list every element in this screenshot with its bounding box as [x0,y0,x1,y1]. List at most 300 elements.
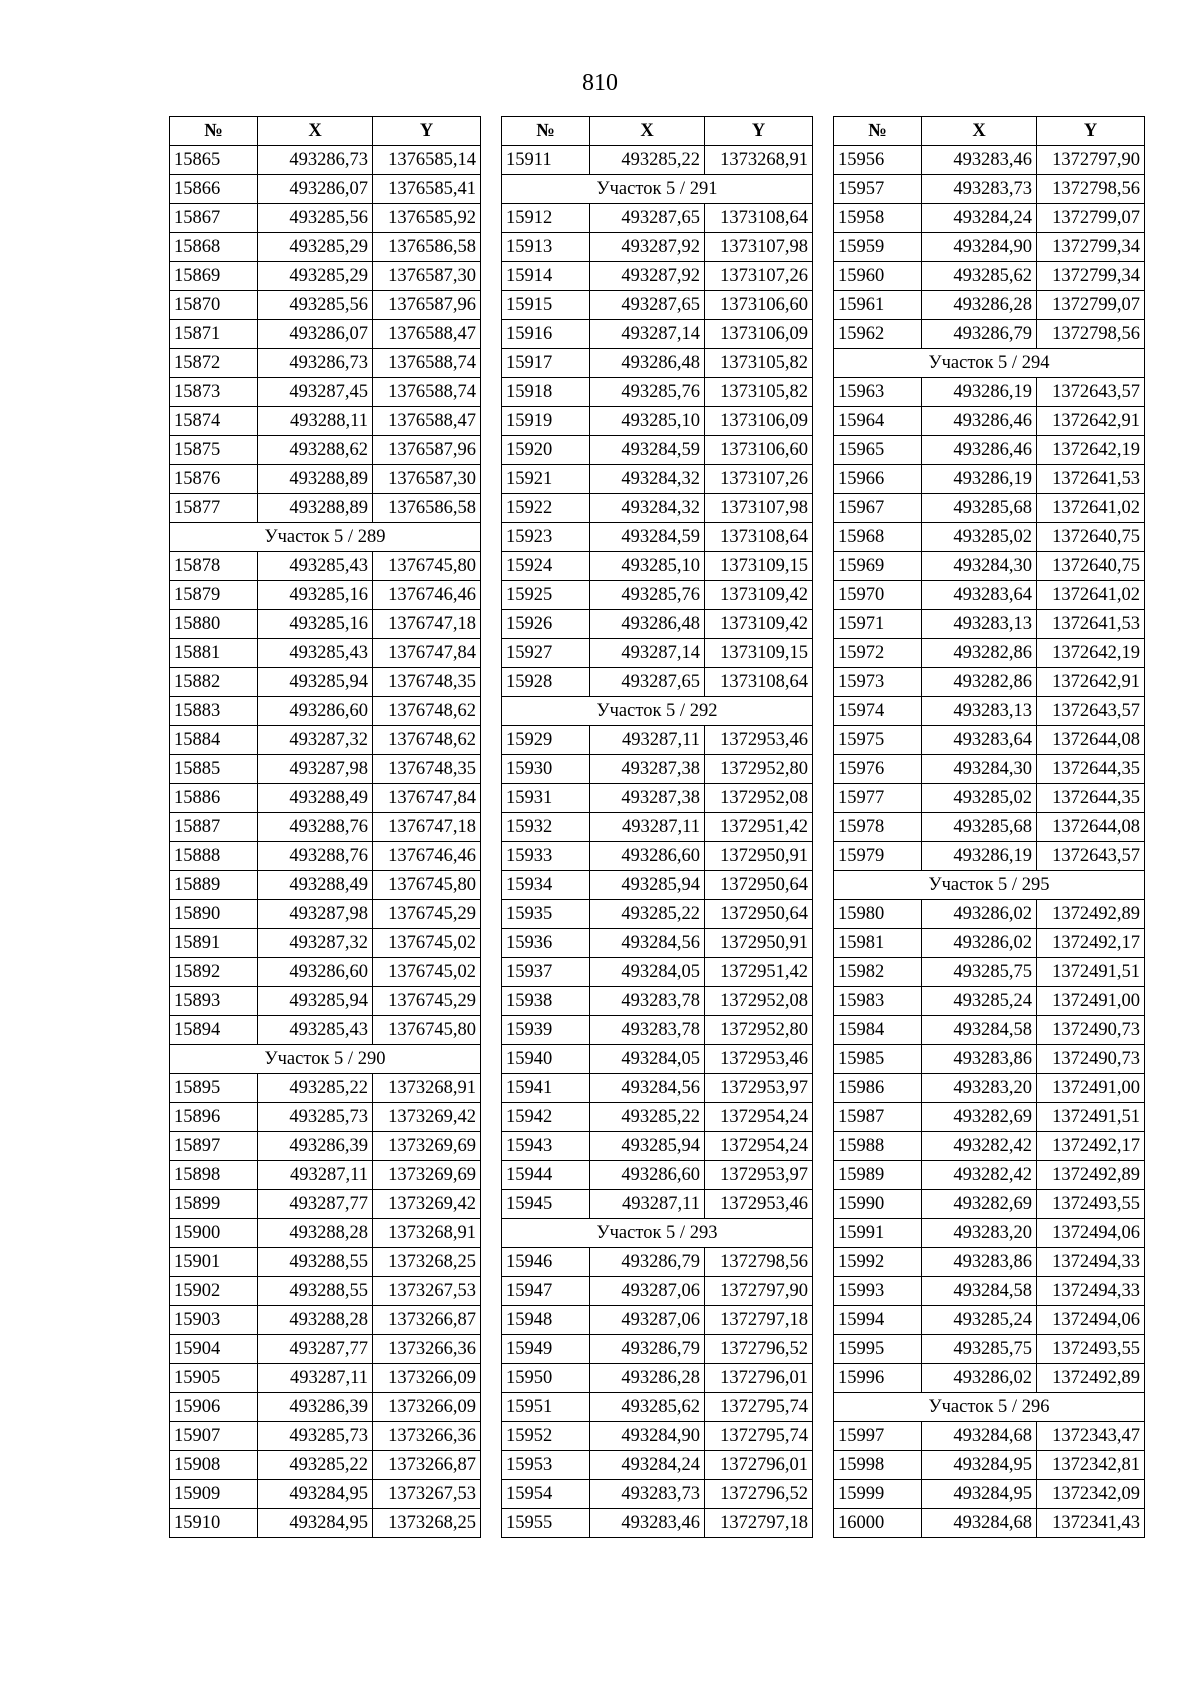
x-coordinate-cell: 493285,29 [258,262,373,291]
x-coordinate-cell: 493288,62 [258,436,373,465]
point-number-cell: 15988 [834,1132,922,1161]
point-number-cell: 15934 [502,871,590,900]
table-row [170,610,481,639]
x-coordinate-cell: 493287,32 [258,726,373,755]
point-number-cell: 15885 [170,755,258,784]
y-coordinate-cell: 1372642,91 [1037,668,1145,697]
table-row [834,146,1145,175]
y-coordinate-cell: 1372643,57 [1037,378,1145,407]
y-coordinate-cell: 1372796,52 [705,1480,813,1509]
point-number-cell: 15983 [834,987,922,1016]
point-number-cell: 15924 [502,552,590,581]
table-row [170,1393,481,1422]
x-coordinate-cell: 493286,60 [590,1161,705,1190]
x-coordinate-cell: 493284,59 [590,436,705,465]
x-coordinate-cell: 493288,55 [258,1277,373,1306]
y-coordinate-cell: 1372952,80 [705,1016,813,1045]
point-number-cell: 15981 [834,929,922,958]
y-coordinate-cell: 1372644,08 [1037,726,1145,755]
table-row [834,668,1145,697]
point-number-cell: 15947 [502,1277,590,1306]
x-coordinate-cell: 493284,90 [922,233,1037,262]
point-number-cell: 15965 [834,436,922,465]
point-number-cell: 15911 [502,146,590,175]
x-coordinate-cell: 493286,60 [258,958,373,987]
point-number-cell: 15968 [834,523,922,552]
point-number-cell: 15883 [170,697,258,726]
x-coordinate-cell: 493286,07 [258,320,373,349]
point-number-cell: 15951 [502,1393,590,1422]
y-coordinate-cell: 1372494,33 [1037,1277,1145,1306]
point-number-cell: 15954 [502,1480,590,1509]
section-title: Участок 5 / 295 [834,871,1145,900]
point-number-cell: 15949 [502,1335,590,1364]
y-coordinate-cell: 1372796,52 [705,1335,813,1364]
y-coordinate-cell: 1373106,60 [705,291,813,320]
y-coordinate-cell: 1372952,08 [705,987,813,1016]
table-row [170,1132,481,1161]
x-coordinate-cell: 493288,49 [258,784,373,813]
point-number-cell: 15886 [170,784,258,813]
table-row [502,1103,813,1132]
y-coordinate-cell: 1372796,01 [705,1364,813,1393]
y-coordinate-cell: 1372492,89 [1037,900,1145,929]
y-coordinate-cell: 1372493,55 [1037,1190,1145,1219]
y-coordinate-cell: 1373269,42 [373,1190,481,1219]
x-coordinate-cell: 493285,24 [922,987,1037,1016]
table-row [834,813,1145,842]
point-number-cell: 15874 [170,407,258,436]
x-coordinate-cell: 493287,11 [590,1190,705,1219]
table-row [502,436,813,465]
x-coordinate-cell: 493285,16 [258,610,373,639]
table-row [834,1074,1145,1103]
table-row [834,1422,1145,1451]
x-coordinate-cell: 493283,13 [922,697,1037,726]
table-row [170,784,481,813]
x-coordinate-cell: 493287,65 [590,668,705,697]
point-number-cell: 16000 [834,1509,922,1538]
header-y: Y [373,117,481,146]
y-coordinate-cell: 1372954,24 [705,1132,813,1161]
point-number-cell: 15999 [834,1480,922,1509]
y-coordinate-cell: 1372798,56 [705,1248,813,1277]
y-coordinate-cell: 1373105,82 [705,349,813,378]
x-coordinate-cell: 493285,68 [922,494,1037,523]
point-number-cell: 15969 [834,552,922,581]
y-coordinate-cell: 1373266,09 [373,1364,481,1393]
x-coordinate-cell: 493285,75 [922,958,1037,987]
point-number-cell: 15887 [170,813,258,842]
table-row [502,784,813,813]
y-coordinate-cell: 1376745,02 [373,929,481,958]
point-number-cell: 15973 [834,668,922,697]
table-row [170,204,481,233]
point-number-cell: 15938 [502,987,590,1016]
table-row [834,958,1145,987]
table-row [170,291,481,320]
section-title: Участок 5 / 291 [502,175,813,204]
y-coordinate-cell: 1372343,47 [1037,1422,1145,1451]
point-number-cell: 15872 [170,349,258,378]
point-number-cell: 15956 [834,146,922,175]
y-coordinate-cell: 1373268,91 [705,146,813,175]
point-number-cell: 15868 [170,233,258,262]
x-coordinate-cell: 493287,77 [258,1190,373,1219]
section-title: Участок 5 / 290 [170,1045,481,1074]
y-coordinate-cell: 1372951,42 [705,813,813,842]
x-coordinate-cell: 493284,58 [922,1277,1037,1306]
table-row [834,929,1145,958]
table-row [170,842,481,871]
point-number-cell: 15917 [502,349,590,378]
y-coordinate-cell: 1372644,35 [1037,755,1145,784]
table-row [502,1393,813,1422]
table-row [834,1509,1145,1538]
point-number-cell: 15896 [170,1103,258,1132]
point-number-cell: 15870 [170,291,258,320]
x-coordinate-cell: 493286,79 [922,320,1037,349]
x-coordinate-cell: 493286,60 [258,697,373,726]
table-row [502,610,813,639]
y-coordinate-cell: 1373269,42 [373,1103,481,1132]
y-coordinate-cell: 1373106,60 [705,436,813,465]
table-row [170,1335,481,1364]
x-coordinate-cell: 493284,68 [922,1509,1037,1538]
table-row [502,639,813,668]
table-row [834,987,1145,1016]
x-coordinate-cell: 493287,92 [590,233,705,262]
point-number-cell: 15865 [170,146,258,175]
x-coordinate-cell: 493282,42 [922,1132,1037,1161]
point-number-cell: 15977 [834,784,922,813]
table-row [834,697,1145,726]
x-coordinate-cell: 493288,11 [258,407,373,436]
y-coordinate-cell: 1372642,19 [1037,436,1145,465]
point-number-cell: 15933 [502,842,590,871]
x-coordinate-cell: 493283,78 [590,987,705,1016]
y-coordinate-cell: 1373268,91 [373,1219,481,1248]
point-number-cell: 15976 [834,755,922,784]
x-coordinate-cell: 493286,02 [922,929,1037,958]
table-row [502,494,813,523]
x-coordinate-cell: 493287,32 [258,929,373,958]
table-row [502,958,813,987]
y-coordinate-cell: 1376748,35 [373,668,481,697]
point-number-cell: 15991 [834,1219,922,1248]
point-number-cell: 15962 [834,320,922,349]
y-coordinate-cell: 1372491,51 [1037,1103,1145,1132]
x-coordinate-cell: 493284,32 [590,494,705,523]
point-number-cell: 15960 [834,262,922,291]
point-number-cell: 15927 [502,639,590,668]
section-header-row [502,175,813,204]
point-number-cell: 15996 [834,1364,922,1393]
table-row [502,320,813,349]
x-coordinate-cell: 493288,89 [258,494,373,523]
table-row [834,204,1145,233]
section-header-row [502,697,813,726]
point-number-cell: 15928 [502,668,590,697]
point-number-cell: 15888 [170,842,258,871]
x-coordinate-cell: 493285,02 [922,523,1037,552]
x-coordinate-cell: 493284,95 [258,1509,373,1538]
table-row [170,639,481,668]
point-number-cell: 15963 [834,378,922,407]
x-coordinate-cell: 493286,48 [590,610,705,639]
x-coordinate-cell: 493284,56 [590,929,705,958]
table-row [834,1364,1145,1393]
table-row [170,262,481,291]
table-row [834,291,1145,320]
point-number-cell: 15871 [170,320,258,349]
y-coordinate-cell: 1376587,96 [373,291,481,320]
y-coordinate-cell: 1376745,80 [373,1016,481,1045]
x-coordinate-cell: 493286,39 [258,1132,373,1161]
y-coordinate-cell: 1376586,58 [373,494,481,523]
point-number-cell: 15936 [502,929,590,958]
section-header-row [170,1045,481,1074]
point-number-cell: 15950 [502,1364,590,1393]
table-row [170,1161,481,1190]
x-coordinate-cell: 493284,68 [922,1422,1037,1451]
y-coordinate-cell: 1372950,91 [705,842,813,871]
x-coordinate-cell: 493287,45 [258,378,373,407]
y-coordinate-cell: 1372797,18 [705,1509,813,1538]
table-row [502,1074,813,1103]
point-number-cell: 15961 [834,291,922,320]
x-coordinate-cell: 493287,14 [590,320,705,349]
point-number-cell: 15984 [834,1016,922,1045]
x-coordinate-cell: 493285,22 [590,900,705,929]
table-row [834,320,1145,349]
table-row [834,407,1145,436]
x-coordinate-cell: 493286,39 [258,1393,373,1422]
section-header-row [834,1393,1145,1422]
header-x: X [590,117,705,146]
y-coordinate-cell: 1373108,64 [705,523,813,552]
table-row [834,784,1145,813]
point-number-cell: 15884 [170,726,258,755]
table-row [502,1190,813,1219]
x-coordinate-cell: 493286,60 [590,842,705,871]
point-number-cell: 15997 [834,1422,922,1451]
x-coordinate-cell: 493285,43 [258,639,373,668]
y-coordinate-cell: 1372491,00 [1037,987,1145,1016]
x-coordinate-cell: 493285,62 [922,262,1037,291]
table-row [834,1016,1145,1045]
x-coordinate-cell: 493285,02 [922,784,1037,813]
x-coordinate-cell: 493284,90 [590,1422,705,1451]
y-coordinate-cell: 1372799,34 [1037,262,1145,291]
section-header-row [834,871,1145,900]
point-number-cell: 15958 [834,204,922,233]
table-row [502,378,813,407]
x-coordinate-cell: 493285,94 [590,1132,705,1161]
table-row [170,755,481,784]
point-number-cell: 15902 [170,1277,258,1306]
x-coordinate-cell: 493286,46 [922,436,1037,465]
x-coordinate-cell: 493284,05 [590,1045,705,1074]
x-coordinate-cell: 493288,76 [258,813,373,842]
y-coordinate-cell: 1373108,64 [705,668,813,697]
y-coordinate-cell: 1376746,46 [373,842,481,871]
y-coordinate-cell: 1372640,75 [1037,523,1145,552]
x-coordinate-cell: 493285,73 [258,1422,373,1451]
y-coordinate-cell: 1372490,73 [1037,1016,1145,1045]
x-coordinate-cell: 493285,29 [258,233,373,262]
y-coordinate-cell: 1373266,87 [373,1306,481,1335]
section-title: Участок 5 / 292 [502,697,813,726]
y-coordinate-cell: 1373108,64 [705,204,813,233]
x-coordinate-cell: 493283,20 [922,1074,1037,1103]
table-row [170,407,481,436]
table-row [502,668,813,697]
x-coordinate-cell: 493288,89 [258,465,373,494]
table-row [170,1219,481,1248]
point-number-cell: 15879 [170,581,258,610]
y-coordinate-cell: 1373266,87 [373,1451,481,1480]
table-row [502,900,813,929]
section-title: Участок 5 / 289 [170,523,481,552]
x-coordinate-cell: 493285,22 [590,146,705,175]
table-row [502,204,813,233]
point-number-cell: 15948 [502,1306,590,1335]
table-row [834,1161,1145,1190]
point-number-cell: 15925 [502,581,590,610]
x-coordinate-cell: 493286,07 [258,175,373,204]
x-coordinate-cell: 493286,73 [258,349,373,378]
x-coordinate-cell: 493286,02 [922,1364,1037,1393]
point-number-cell: 15904 [170,1335,258,1364]
x-coordinate-cell: 493285,16 [258,581,373,610]
y-coordinate-cell: 1376585,41 [373,175,481,204]
table-row [834,175,1145,204]
y-coordinate-cell: 1373106,09 [705,407,813,436]
x-coordinate-cell: 493287,11 [258,1364,373,1393]
point-number-cell: 15903 [170,1306,258,1335]
y-coordinate-cell: 1373107,26 [705,465,813,494]
point-number-cell: 15909 [170,1480,258,1509]
table-row [502,987,813,1016]
point-number-cell: 15972 [834,639,922,668]
x-coordinate-cell: 493283,13 [922,610,1037,639]
x-coordinate-cell: 493286,19 [922,378,1037,407]
y-coordinate-cell: 1372492,17 [1037,1132,1145,1161]
x-coordinate-cell: 493285,22 [258,1074,373,1103]
point-number-cell: 15952 [502,1422,590,1451]
point-number-cell: 15994 [834,1306,922,1335]
x-coordinate-cell: 493283,86 [922,1045,1037,1074]
x-coordinate-cell: 493284,24 [922,204,1037,233]
table-row [502,1016,813,1045]
coordinate-table-2 [501,116,813,1538]
y-coordinate-cell: 1372641,02 [1037,581,1145,610]
point-number-cell: 15876 [170,465,258,494]
table-row [502,1045,813,1074]
section-title: Участок 5 / 293 [502,1219,813,1248]
y-coordinate-cell: 1372795,74 [705,1422,813,1451]
x-coordinate-cell: 493286,48 [590,349,705,378]
table-row [170,320,481,349]
y-coordinate-cell: 1372951,42 [705,958,813,987]
point-number-cell: 15982 [834,958,922,987]
table-row [834,900,1145,929]
y-coordinate-cell: 1376748,62 [373,726,481,755]
table-row [170,581,481,610]
point-number-cell: 15940 [502,1045,590,1074]
y-coordinate-cell: 1372493,55 [1037,1335,1145,1364]
y-coordinate-cell: 1372643,57 [1037,697,1145,726]
point-number-cell: 15916 [502,320,590,349]
x-coordinate-cell: 493283,46 [590,1509,705,1538]
table-row [170,233,481,262]
x-coordinate-cell: 493287,11 [590,726,705,755]
point-number-cell: 15893 [170,987,258,1016]
y-coordinate-cell: 1376588,47 [373,320,481,349]
x-coordinate-cell: 493284,30 [922,755,1037,784]
x-coordinate-cell: 493285,62 [590,1393,705,1422]
point-number-cell: 15873 [170,378,258,407]
table-row [170,929,481,958]
x-coordinate-cell: 493283,86 [922,1248,1037,1277]
y-coordinate-cell: 1372799,07 [1037,204,1145,233]
x-coordinate-cell: 493284,30 [922,552,1037,581]
y-coordinate-cell: 1372953,97 [705,1161,813,1190]
x-coordinate-cell: 493284,56 [590,1074,705,1103]
y-coordinate-cell: 1372641,02 [1037,494,1145,523]
x-coordinate-cell: 493287,11 [590,813,705,842]
table-row [502,813,813,842]
x-coordinate-cell: 493285,73 [258,1103,373,1132]
x-coordinate-cell: 493282,86 [922,668,1037,697]
y-coordinate-cell: 1372342,81 [1037,1451,1145,1480]
table-row [170,436,481,465]
point-number-cell: 15899 [170,1190,258,1219]
point-number-cell: 15989 [834,1161,922,1190]
table-row [170,813,481,842]
table-row [502,1364,813,1393]
point-number-cell: 15908 [170,1451,258,1480]
y-coordinate-cell: 1373266,36 [373,1422,481,1451]
table-row [834,1480,1145,1509]
y-coordinate-cell: 1372797,90 [705,1277,813,1306]
x-coordinate-cell: 493286,28 [590,1364,705,1393]
y-coordinate-cell: 1373109,42 [705,610,813,639]
point-number-cell: 15910 [170,1509,258,1538]
point-number-cell: 15974 [834,697,922,726]
point-number-cell: 15966 [834,465,922,494]
y-coordinate-cell: 1373105,82 [705,378,813,407]
point-number-cell: 15866 [170,175,258,204]
y-coordinate-cell: 1372798,56 [1037,320,1145,349]
point-number-cell: 15985 [834,1045,922,1074]
y-coordinate-cell: 1373269,69 [373,1132,481,1161]
point-number-cell: 15993 [834,1277,922,1306]
y-coordinate-cell: 1373107,26 [705,262,813,291]
point-number-cell: 15979 [834,842,922,871]
table-row [834,639,1145,668]
y-coordinate-cell: 1373109,15 [705,639,813,668]
y-coordinate-cell: 1372492,17 [1037,929,1145,958]
point-number-cell: 15914 [502,262,590,291]
table-row [502,1248,813,1277]
table-row [834,465,1145,494]
point-number-cell: 15875 [170,436,258,465]
point-number-cell: 15926 [502,610,590,639]
x-coordinate-cell: 493285,94 [258,668,373,697]
table-row [170,1306,481,1335]
